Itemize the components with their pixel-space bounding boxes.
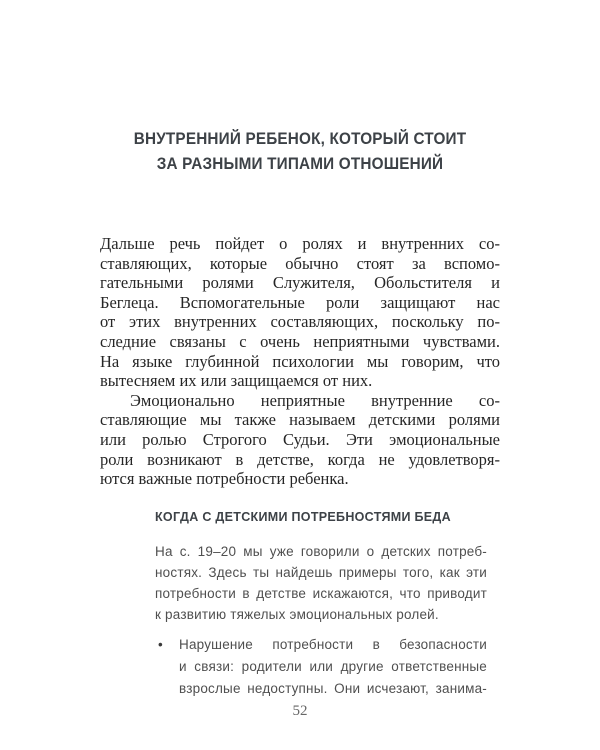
section-paragraph [155,541,487,625]
chapter-title [30,126,570,176]
text-line: Нарушение потребности в безопасности [179,637,487,652]
chapter-title-line-1: ВНУТРЕННИЙ РЕБЕНОК, КОТОРЫЙ СТОИТ [133,129,467,148]
text-line: ставляющие мы также называем детскими ролями [100,410,500,430]
text-line: ставляющих, которые обычно стоят за вспомо- [100,253,500,273]
text-line: от этих внутренних составляющих, поскольку по- [100,312,500,332]
text-line: На с. 19–20 мы уже говорили о детских потреб- [155,544,487,559]
chapter-title-line-2: ЗА РАЗНЫМИ ТИПАМИ ОТНОШЕНИЙ [156,154,444,173]
bullet-marker: • [158,637,163,652]
body-paragraph-2 [100,391,500,489]
text-line: следние связаны с очень неприятными чувствами. [100,331,500,351]
body-text-block [100,234,500,489]
subsection [155,510,487,700]
text-line: взрослые недоступны. Они исчезают, занима- [179,681,487,696]
body-paragraph-1 [100,234,500,391]
bullet-text [179,634,487,700]
text-line: вытесняем их или защищаемся от них. [100,371,373,391]
text-line: ются важные потребности ребенка. [100,469,349,489]
text-line: Эмоционально неприятные внутренние со- [130,390,500,410]
page-number: 52 [292,703,308,719]
text-line: гательными ролями Служителя, Обольстителя и [100,273,500,293]
text-line: На языке глубинной психологии мы говорим, что [100,351,500,371]
text-line: Беглеца. Вспомогательные роли защищают нас [100,292,500,312]
text-line: роли возникают в детстве, когда не удовлетворя- [100,449,500,469]
section-heading: КОГДА С ДЕТСКИМИ ПОТРЕБНОСТЯМИ БЕДА [155,510,451,524]
text-line: ностях. Здесь ты найдешь примеры того, как эти [155,565,487,580]
text-line: и связи: родители или другие ответственные [179,659,487,674]
text-line: Дальше речь пойдет о ролях и внутренних со- [100,234,500,253]
text-line: к развитию тяжелых эмоциональных ролей. [155,607,439,622]
text-line: потребности в детстве искажаются, что приводит [155,586,487,601]
text-line: или ролью Строгого Судьи. Эти эмоциональные [100,429,500,449]
bullet-item [155,634,487,700]
